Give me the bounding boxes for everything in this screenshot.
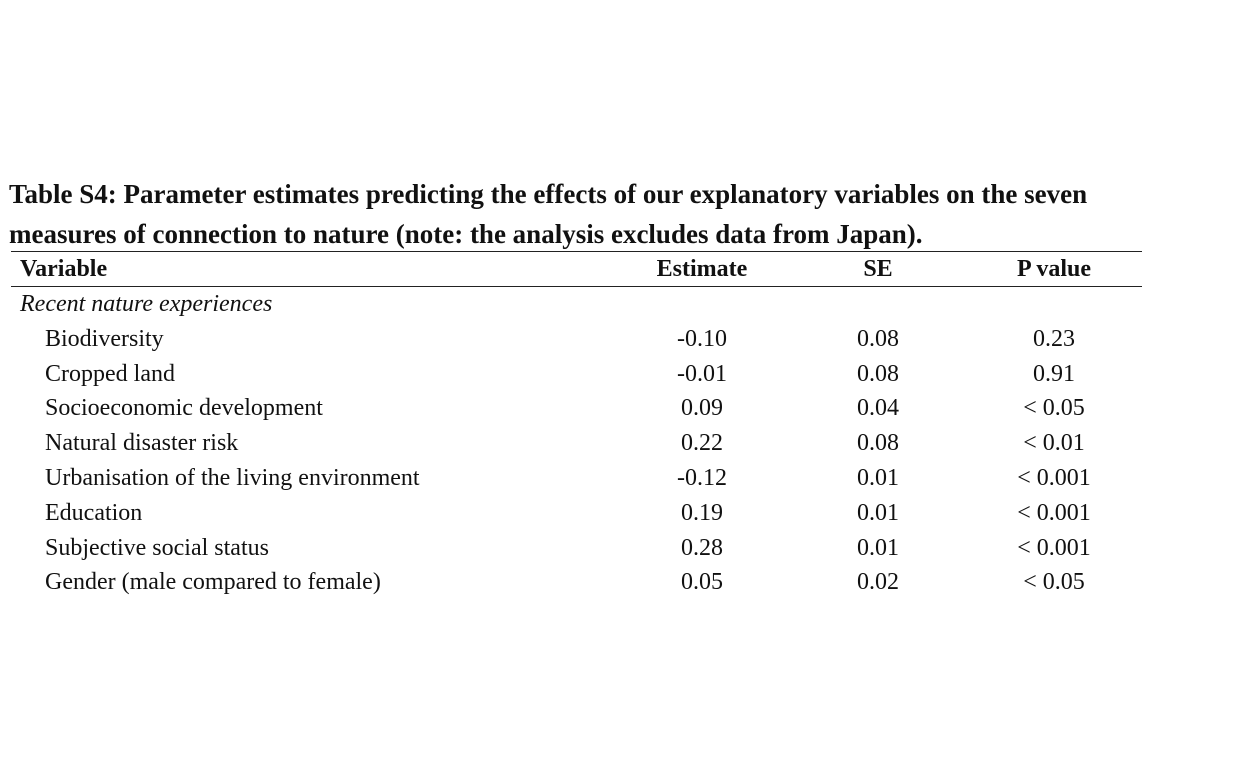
variable-cell: Urbanisation of the living environment [45, 464, 420, 491]
se-cell: 0.08 [857, 360, 899, 387]
table-row [11, 357, 1142, 392]
estimate-cell: -0.10 [677, 325, 727, 352]
estimate-cell: 0.19 [681, 499, 723, 526]
header-variable: Variable [11, 252, 614, 287]
parameter-estimates-table [11, 251, 1142, 600]
variable-cell: Subjective social status [45, 534, 269, 561]
se-cell: 0.01 [857, 534, 899, 561]
table-row [11, 322, 1142, 357]
se-cell: 0.08 [857, 325, 899, 352]
table-caption-line-2: measures of connection to nature (note: the analysis excludes data from Japan). [9, 219, 923, 249]
se-cell: 0.08 [857, 430, 899, 457]
estimate-cell: 0.28 [681, 534, 723, 561]
p-value-cell: < 0.001 [1017, 464, 1091, 491]
estimate-cell: -0.12 [677, 464, 727, 491]
table-caption-line-1: Table S4: Parameter estimates predicting the effects of our explanatory variables on the seven [9, 179, 1088, 209]
variable-cell: Natural disaster risk [45, 430, 239, 457]
p-value-cell: < 0.05 [1023, 395, 1085, 422]
table-header-row [11, 252, 1142, 287]
variable-cell: Biodiversity [45, 325, 164, 352]
table-row [11, 461, 1142, 496]
section-row [11, 287, 1142, 322]
se-cell: 0.02 [857, 569, 899, 596]
table-caption [9, 174, 1239, 254]
table-row [11, 426, 1142, 461]
section-label: Recent nature experiences [20, 291, 273, 317]
variable-cell: Cropped land [45, 360, 175, 387]
table-row [11, 565, 1142, 600]
p-value-cell: 0.23 [1033, 325, 1075, 352]
p-value-cell: < 0.01 [1023, 430, 1085, 457]
se-cell: 0.04 [857, 395, 899, 422]
header-estimate: Estimate [614, 252, 790, 287]
se-cell: 0.01 [857, 464, 899, 491]
se-cell: 0.01 [857, 499, 899, 526]
header-se: SE [790, 252, 966, 287]
estimate-cell: 0.22 [681, 430, 723, 457]
estimate-cell: 0.05 [681, 569, 723, 596]
table-row [11, 496, 1142, 531]
p-value-cell: < 0.001 [1017, 534, 1091, 561]
estimate-cell: 0.09 [681, 395, 723, 422]
p-value-cell: < 0.05 [1023, 569, 1085, 596]
variable-cell: Gender (male compared to female) [45, 569, 381, 596]
variable-cell: Socioeconomic development [45, 395, 323, 422]
header-p-value: P value [966, 252, 1142, 287]
table-row [11, 531, 1142, 566]
table-row [11, 391, 1142, 426]
variable-cell: Education [45, 499, 143, 526]
p-value-cell: 0.91 [1033, 360, 1075, 387]
estimate-cell: -0.01 [677, 360, 727, 387]
p-value-cell: < 0.001 [1017, 499, 1091, 526]
